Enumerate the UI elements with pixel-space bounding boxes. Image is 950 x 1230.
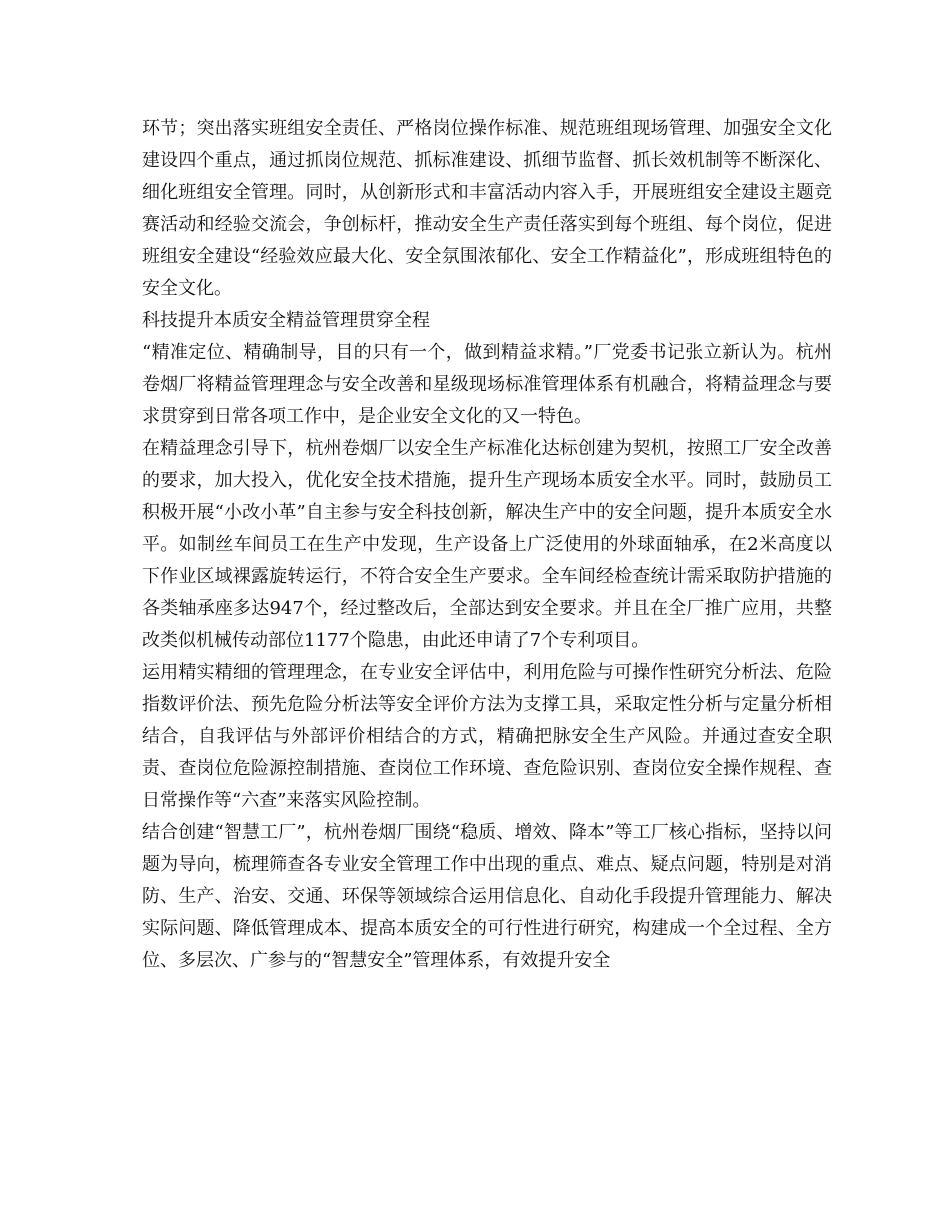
section-heading: 科技提升本质安全精益管理贯穿全程 [142,310,430,331]
paragraph-lean-quote: “精准定位、精确制导，目的只有一个，做到精益求精。”厂党委书记张立新认为。杭州卷烟厂将精益管理理念与安全改善和星级现场标准管理体系有机融合，将精益理念与要求贯穿到日常各项工作中，是企业安全文化的又一特色。 [142,342,832,427]
paragraph-smart-factory: 结合创建“智慧工厂”，杭州卷烟厂围绕“稳质、增效、降本”等工厂核心指标，坚持以问题为导向，梳理筛查各专业安全管理工作中出现的重点、难点、疑点问题，特别是对消防、生产、治安、交通、环保等领域综合运用信息化、自动化手段提升管理能力、解决实际问题、降低管理成本、提高本质安全的可行性进行研究，构建成一个全过程、全方位、多层次、广参与的“智慧安全”管理体系，有效提升安全 [142,822,832,971]
document-body [142,113,832,977]
paragraph-risk-assessment: 运用精实精细的管理理念，在专业安全评估中，利用危险与可操作性研究分析法、危险指数评价法、预先危险分析法等安全评价方法为支撑工具，采取定性分析与定量分析相结合，自我评估与外部评价相结合的方式，精确把脉安全生产风险。并通过查安全职责、查岗位危险源控制措施、查岗位工作环境、查危险识别、查岗位安全操作规程、查日常操作等“六查”来落实风险控制。 [142,662,832,811]
paragraph-team-safety: 环节；突出落实班组安全责任、严格岗位操作标准、规范班组现场管理、加强安全文化建设四个重点，通过抓岗位规范、抓标准建设、抓细节监督、抓长效机制等不断深化、细化班组安全管理。同时，从创新形式和丰富活动内容入手，开展班组安全建设主题竞赛活动和经验交流会，争创标杆，推动安全生产责任落实到每个班组、每个岗位，促进班组安全建设“经验效应最大化、安全氛围浓郁化、安全工作精益化”，形成班组特色的安全文化。 [142,118,832,299]
paragraph-lean-guidance: 在精益理念引导下，杭州卷烟厂以安全生产标准化达标创建为契机，按照工厂安全改善的要求，加大投入，优化安全技术措施，提升生产现场本质安全水平。同时，鼓励员工积极开展“小改小革”自主参与安全科技创新，解决生产中的安全问题，提升本质安全水平。如制丝车间员工在生产中发现，生产设备上广泛使用的外球面轴承，在2米高度以下作业区域裸露旋转运行，不符合安全生产要求。全车间经检查统计需采取防护措施的各类轴承座多达947个，经过整改后，全部达到安全要求。并且在全厂推广应用，共整改类似机械传动部位1177个隐患，由此还申请了7个专利项目。 [142,438,832,651]
